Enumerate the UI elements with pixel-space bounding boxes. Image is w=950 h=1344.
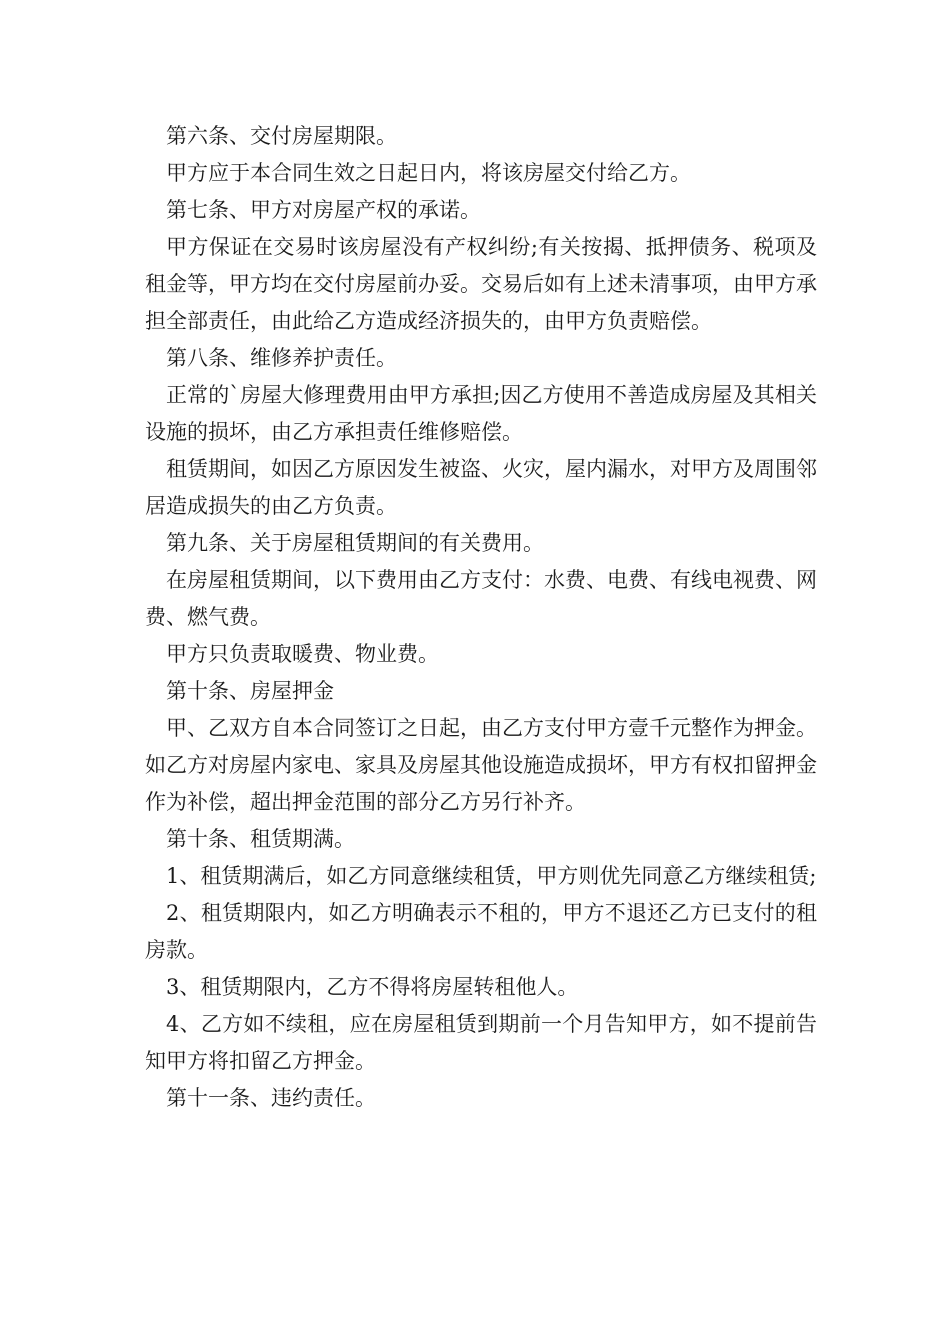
paragraph-lease-expiry-heading: 第十条、租赁期满。 — [166, 827, 355, 851]
paragraph-article-6-heading: 第六条、交付房屋期限。 — [166, 124, 397, 148]
paragraph-lease-expiry-item-3: 3、租赁期限内，乙方不得将房屋转租他人。 — [166, 975, 579, 999]
paragraph-article-6-text: 甲方应于本合同生效之日起日内，将该房屋交付给乙方。 — [166, 161, 691, 185]
paragraph-lease-expiry-item-1: 1、租赁期满后，如乙方同意继续租赁，甲方则优先同意乙方继续租赁; — [166, 864, 817, 888]
document-body — [145, 118, 817, 1117]
paragraph-article-9-heading: 第九条、关于房屋租赁期间的有关费用。 — [166, 531, 544, 555]
paragraph-article-9-text-2: 甲方只负责取暖费、物业费。 — [166, 642, 439, 666]
paragraph-article-7-heading: 第七条、甲方对房屋产权的承诺。 — [166, 198, 481, 222]
paragraph-article-8-text-2: 租赁期间，如因乙方原因发生被盗、火灾，屋内漏水，对甲方及周围邻居造成损失的由乙方负责。 — [145, 457, 817, 518]
paragraph-article-10-text: 甲、乙双方自本合同签订之日起，由乙方支付甲方壹千元整作为押金。如乙方对房屋内家电、家具及房屋其他设施造成损坏，甲方有权扣留押金作为补偿，超出押金范围的部分乙方另行补齐。 — [145, 716, 817, 814]
paragraph-article-9-text-1: 在房屋租赁期间，以下费用由乙方支付：水费、电费、有线电视费、网费、燃气费。 — [145, 568, 817, 629]
paragraph-article-11-heading: 第十一条、违约责任。 — [166, 1086, 376, 1110]
paragraph-article-7-text: 甲方保证在交易时该房屋没有产权纠纷;有关按揭、抵押债务、税项及租金等，甲方均在交付房屋前办妥。交易后如有上述未清事项，由甲方承担全部责任，由此给乙方造成经济损失的，由甲方负责赔偿。 — [145, 235, 817, 333]
paragraph-lease-expiry-item-4: 4、乙方如不续租，应在房屋租赁到期前一个月告知甲方，如不提前告知甲方将扣留乙方押金。 — [145, 1012, 817, 1073]
paragraph-article-8-text-1: 正常的`房屋大修理费用由甲方承担;因乙方使用不善造成房屋及其相关设施的损坏，由乙方承担责任维修赔偿。 — [145, 383, 817, 444]
paragraph-article-10-heading: 第十条、房屋押金 — [166, 679, 334, 703]
paragraph-lease-expiry-item-2: 2、租赁期限内，如乙方明确表示不租的，甲方不退还乙方已支付的租房款。 — [145, 901, 817, 962]
paragraph-article-8-heading: 第八条、维修养护责任。 — [166, 346, 397, 370]
